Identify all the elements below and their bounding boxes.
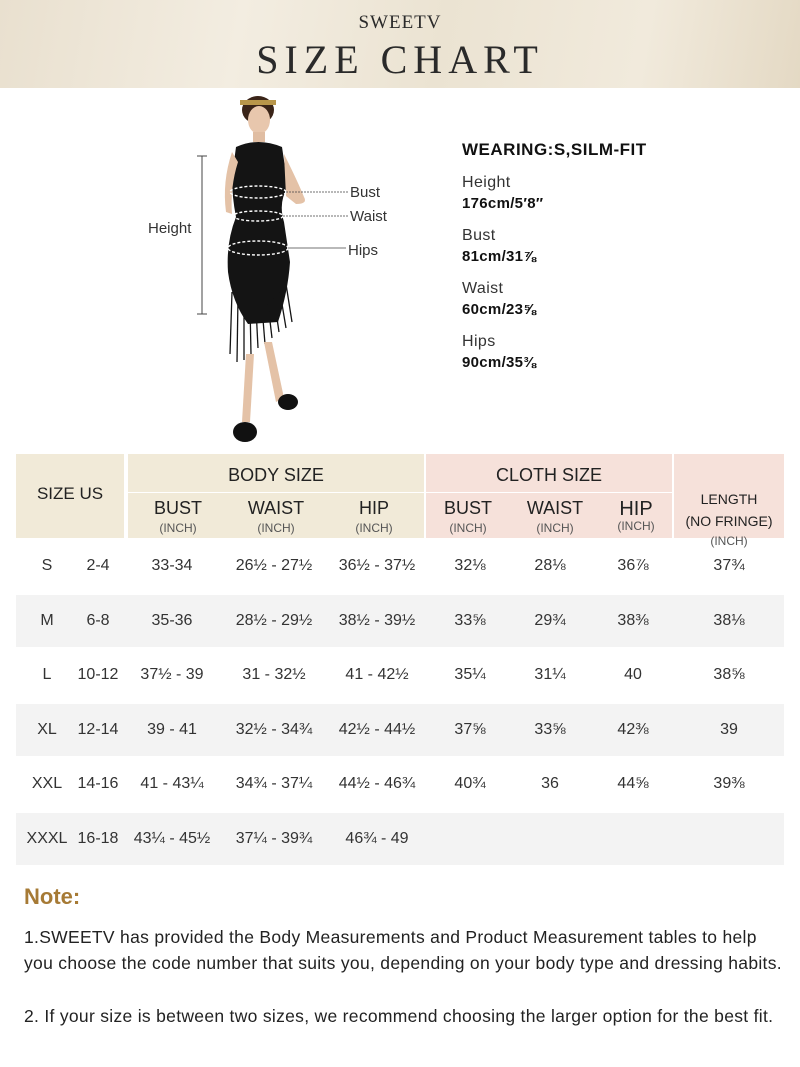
table-cell: 33-34 (151, 557, 193, 574)
measurement-value: 60cm/23⅝ (462, 301, 537, 318)
col-unit: (INCH) (449, 521, 487, 535)
col-cloth-hip (600, 498, 672, 533)
table-cell: 38⅝ (713, 666, 745, 683)
bust-label: Bust (350, 184, 381, 201)
note-paragraph-1: 1.SWEETV has provided the Body Measurements and Product Measurement tables to help you choose the code number that suits you, depending on your body type and dressing habits. (24, 927, 782, 973)
table-cell: 2-4 (86, 557, 110, 574)
measurement-label: Waist (462, 280, 504, 297)
table-cell: L (42, 666, 52, 683)
model-measurements (462, 140, 782, 386)
table-row (16, 540, 784, 592)
table-cell: 38½ - 39½ (338, 611, 416, 629)
col-name: WAIST (526, 498, 584, 518)
table-cell: 33⅝ (454, 611, 486, 629)
measurement-label: Height (462, 174, 511, 191)
table-cell: 32⅛ (454, 557, 486, 574)
table-cell (430, 813, 510, 865)
table-cell: 33⅝ (534, 720, 566, 738)
table-cell: 26½ - 27½ (235, 557, 313, 574)
table-cell: 28½ - 29½ (235, 611, 313, 629)
table-cell (674, 813, 784, 865)
col-name: BUST (443, 498, 492, 518)
table-row (16, 813, 784, 865)
table-cell: 39 - 41 (147, 720, 197, 738)
col-name: BUST (153, 498, 202, 518)
col-body-hip (324, 498, 424, 535)
table-cell: 43¼ - 45½ (133, 829, 211, 847)
measurement-label: Bust (462, 227, 496, 244)
col-unit: (INCH) (159, 521, 197, 535)
table-cell: 42½ - 44½ (338, 720, 416, 738)
table-cell: 31 - 32½ (242, 666, 306, 683)
size-us-header: SIZE US (36, 484, 104, 503)
table-cell: 12-14 (77, 720, 119, 738)
hips-label: Hips (348, 242, 379, 259)
table-cell: 6-8 (86, 611, 110, 629)
table-cell (592, 813, 674, 865)
table-cell: XXXL (26, 829, 68, 847)
table-cell: XXL (31, 775, 63, 792)
measurement-bust (462, 227, 782, 265)
table-row (16, 704, 784, 756)
table-cell: 36½ - 37½ (338, 557, 416, 574)
table-cell (506, 813, 594, 865)
table-cell: 40 (624, 666, 642, 683)
note-heading: Note: (24, 884, 81, 909)
measurement-waist (462, 280, 782, 318)
table-cell: 14-16 (77, 775, 119, 792)
table-cell: 36⅞ (617, 557, 649, 574)
table-cell: 35¼ (454, 666, 486, 683)
col-body-bust (128, 498, 228, 535)
length-unit: (INCH) (710, 534, 748, 548)
note-paragraph-2: 2. If your size is between two sizes, we recommend choosing the larger option for the best fit. (24, 1006, 774, 1026)
table-cell: 37½ - 39 (140, 666, 204, 683)
col-body-waist (228, 498, 324, 535)
wearing-title: WEARING:S,SILM-FIT (462, 140, 647, 159)
table-cell: 42⅜ (617, 720, 649, 738)
table-row (16, 595, 784, 647)
length-header-label: LENGTH (NO FRINGE) (685, 491, 773, 529)
table-cell: 44½ - 46¾ (338, 775, 416, 792)
waist-label: Waist (350, 208, 387, 225)
body-size-header: BODY SIZE (228, 465, 324, 485)
table-cell: S (41, 557, 53, 574)
brand-logo: SWEETV (358, 12, 442, 33)
table-cell: 32½ - 34¾ (235, 720, 313, 738)
page-title: SIZE CHART (256, 37, 544, 82)
col-cloth-bust (426, 498, 510, 535)
cloth-size-header: CLOTH SIZE (495, 465, 602, 485)
height-label: Height (148, 220, 192, 237)
table-cell: 38⅜ (617, 611, 649, 629)
table-cell: XL (37, 720, 57, 738)
table-cell: 16-18 (77, 829, 119, 847)
col-unit: (INCH) (536, 521, 574, 535)
table-cell: 36 (541, 775, 559, 792)
table-cell: 34¾ - 37¼ (235, 775, 313, 792)
measurement-value: 90cm/35⅜ (462, 354, 537, 371)
table-cell: 44⅝ (617, 775, 649, 792)
table-cell: 38⅛ (713, 611, 745, 629)
header-divider (128, 492, 672, 493)
col-name: HIP (358, 498, 389, 518)
table-cell: 29¾ (534, 611, 566, 629)
table-row (16, 649, 784, 701)
table-cell: M (40, 611, 54, 629)
table-cell: 37¼ - 39¾ (235, 829, 313, 847)
measurement-hips (462, 333, 782, 371)
model-figure (128, 92, 418, 452)
table-cell: 35-36 (151, 611, 193, 629)
table-cell: 31¼ (534, 666, 566, 683)
header-banner (0, 0, 800, 88)
table-cell: 41 - 43¼ (140, 775, 204, 792)
col-unit: (INCH) (617, 519, 655, 533)
col-name: HIP (619, 498, 653, 520)
measurement-height (462, 174, 782, 212)
table-row (16, 758, 784, 810)
col-name: WAIST (247, 498, 305, 518)
model-illustration (128, 92, 418, 452)
table-cell: 39 (720, 720, 738, 738)
table-cell: 10-12 (77, 666, 119, 683)
col-cloth-waist (510, 498, 600, 535)
table-cell: 46¾ - 49 (345, 829, 409, 847)
col-unit: (INCH) (355, 521, 393, 535)
measurement-label: Hips (462, 333, 496, 350)
table-cell: 39⅜ (713, 775, 745, 792)
measurement-value: 176cm/5′8″ (462, 195, 544, 212)
table-cell: 40¾ (454, 775, 486, 792)
measurement-value: 81cm/31⅞ (462, 248, 537, 265)
table-cell: 28⅛ (534, 557, 566, 574)
col-unit: (INCH) (257, 521, 295, 535)
table-cell: 37⅝ (454, 720, 486, 738)
table-cell: 37¾ (713, 557, 745, 574)
table-cell: 41 - 42½ (345, 666, 409, 683)
